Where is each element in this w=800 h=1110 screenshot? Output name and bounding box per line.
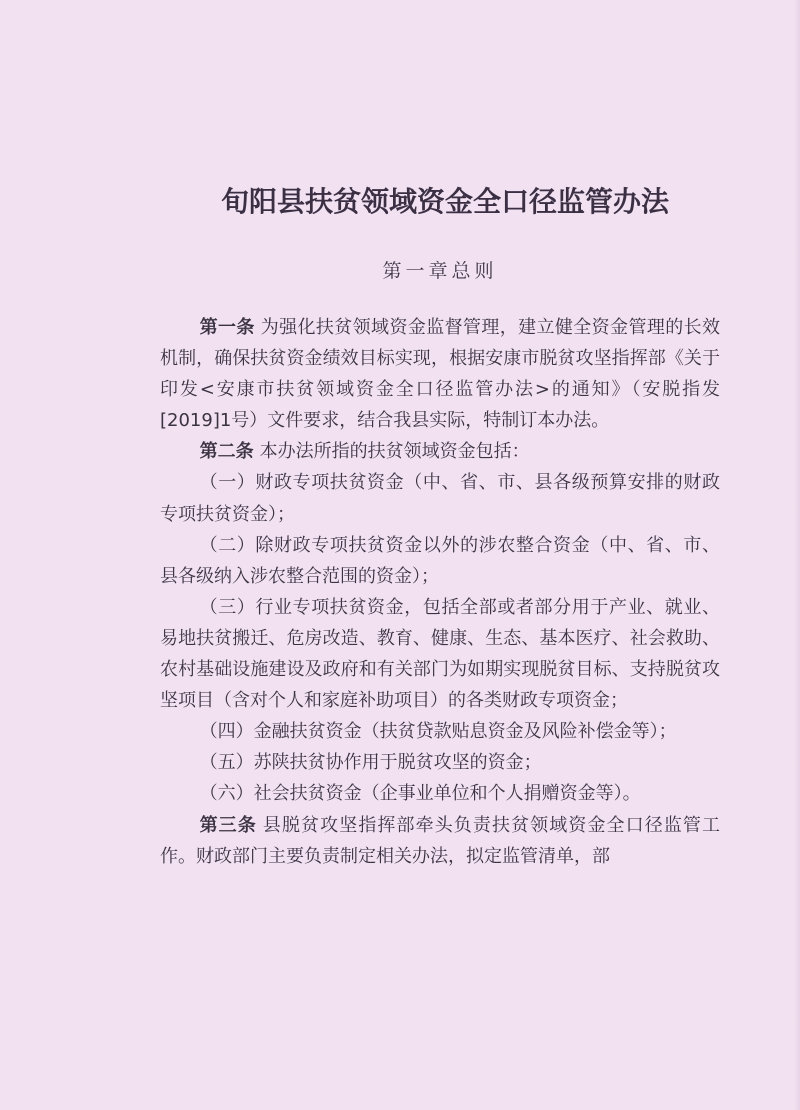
article-1-label: 第一条 (199, 317, 255, 338)
article-2-paragraph (160, 436, 720, 467)
article-2-text: 本办法所指的扶贫领域资金包括： (259, 441, 530, 463)
article-1-paragraph (160, 312, 720, 436)
page-edge-shadow (794, 0, 800, 1110)
fund-item-1: （一）财政专项扶贫资金（中、省、市、县各级预算安排的财政专项扶贫资金）； (160, 472, 720, 525)
document-body (160, 312, 720, 872)
article-1-text: 为强化扶贫领域资金监督管理，建立健全资金管理的长效机制，确保扶贫资金绩效目标实现，根据安康市脱贫攻坚指挥部《关于印发<安康市扶贫领域资金全口径监管办法>的通知》（安脱指发[2019]1号）文件要求，结合我县实际，特制订本办法。 (160, 317, 720, 432)
article-2-label: 第二条 (199, 441, 254, 463)
document-title: 旬阳县扶贫领域资金全口径监管办法 (220, 185, 669, 218)
fund-item-6: （六）社会扶贫资金（企事业单位和个人捐赠资金等）。 (199, 783, 641, 805)
article-3-label: 第三条 (199, 814, 257, 836)
fund-item-3: （三）行业专项扶贫资金，包括全部或者部分用于产业、就业、易地扶贫搬迁、危房改造、教育、健康、生态、基本医疗、社会救助、农村基础设施建设及政府和有关部门为如期实现脱贫目标、支持脱贫攻坚项目（含对个人和家庭补助项目）的各类财政专项资金； (160, 596, 720, 712)
chapter-heading: 第一章总则 (382, 260, 498, 282)
article-3-text: 县脱贫攻坚指挥部牵头负责扶贫领域资金全口径监管工作。财政部门主要负责制定相关办法，拟定监管清单，部 (160, 814, 721, 867)
fund-item-5: （五）苏陕扶贫协作用于脱贫攻坚的资金； (199, 752, 542, 774)
fund-item-4: （四）金融扶贫资金（扶贫贷款贴息资金及风险补偿金等）； (199, 721, 677, 743)
fund-item-2: （二）除财政专项扶贫资金以外的涉农整合资金（中、省、市、县各级纳入涉农整合范围的资金）； (160, 534, 720, 587)
article-3-paragraph (160, 810, 720, 872)
